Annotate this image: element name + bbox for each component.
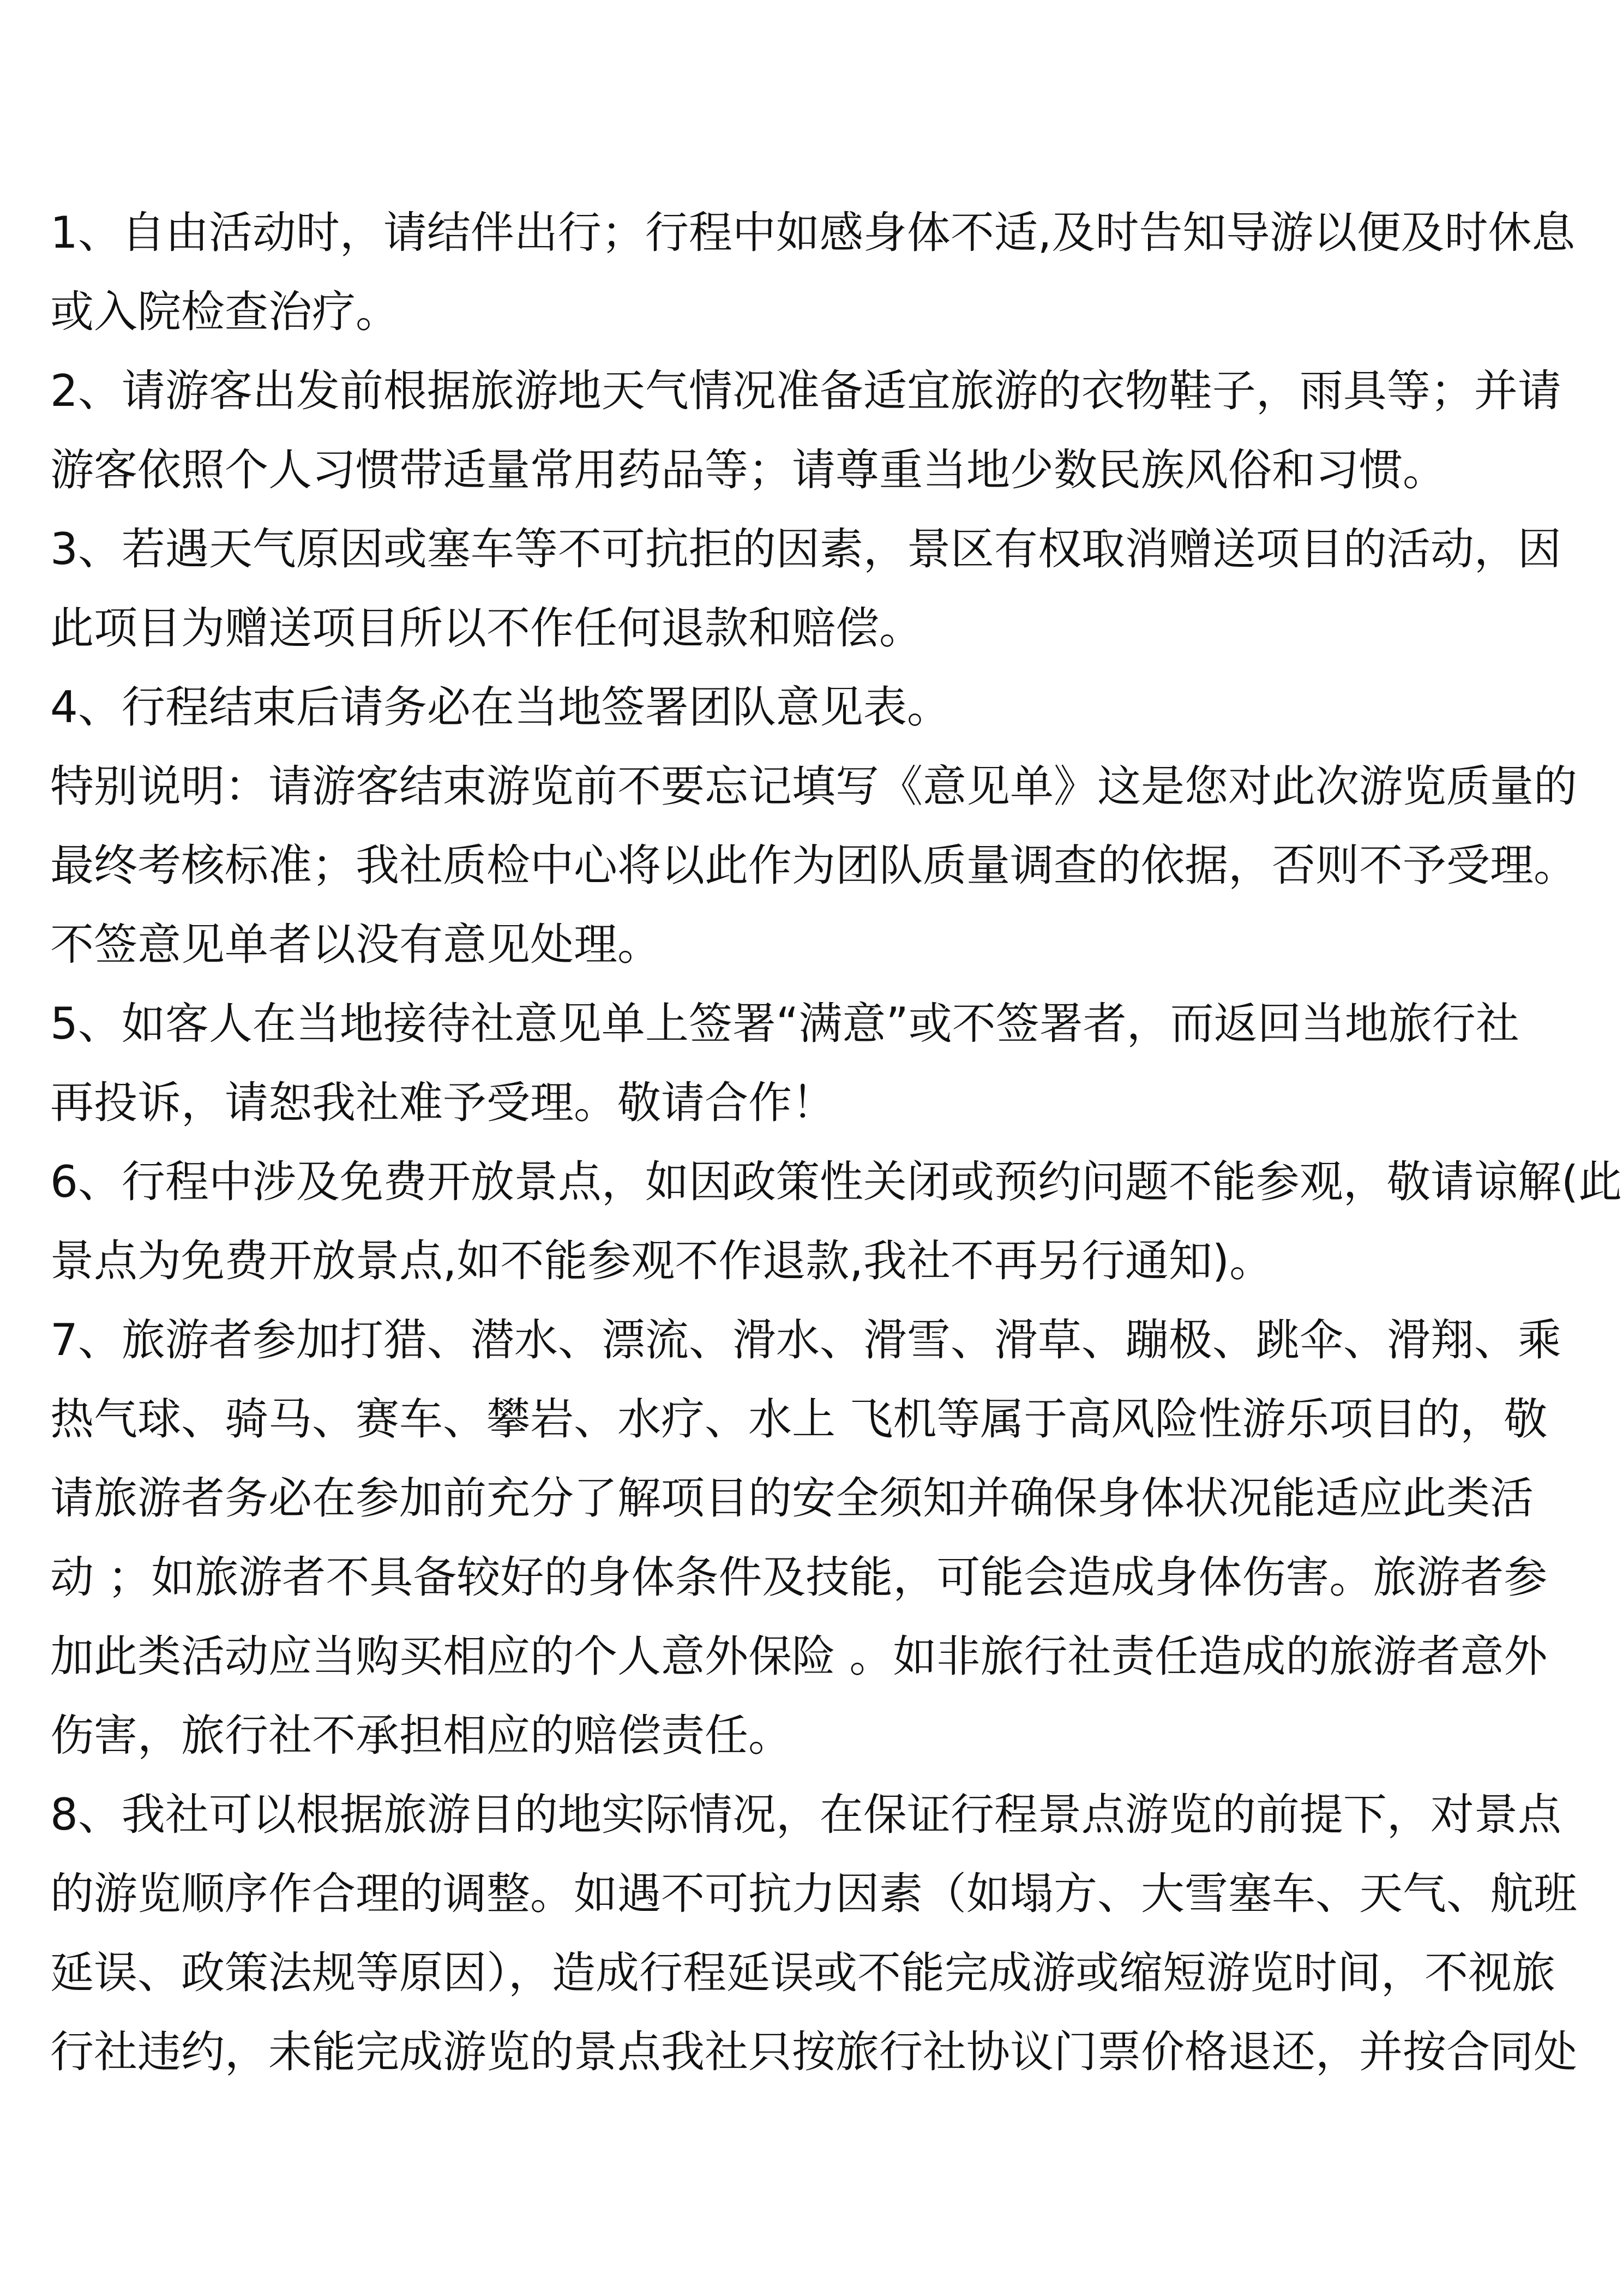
text-line: 景点为免费开放景点,如不能参观不作退款,我社不再另行通知)。 (50, 1236, 1273, 1286)
text-line: 不签意见单者以没有意见处理。 (50, 919, 661, 970)
text-line: 再投诉，请恕我社难予受理。敬请合作！ (50, 1077, 835, 1128)
text-line: 5、如客人在当地接待社意见单上签署“满意”或不签署者，而返回当地旅行社 (50, 998, 1519, 1049)
text-line: 8、我社可以根据旅游目的地实际情况，在保证行程景点游览的前提下，对景点 (50, 1789, 1561, 1840)
text-line: 行社违约，未能完成游览的景点我社只按旅行社协议门票价格退还，并按合同处 (50, 2027, 1577, 2077)
text-line: 动 ；如旅游者不具备较好的身体条件及技能，可能会造成身体伤害。旅游者参 (50, 1552, 1548, 1603)
text-line: 加此类活动应当购买相应的个人意外保险 。如非旅行社责任造成的旅游者意外 (50, 1631, 1548, 1682)
text-line: 或入院检查治疗。 (50, 286, 399, 337)
text-line: 游客依照个人习惯带适量常用药品等；请尊重当地少数民族风俗和习惯。 (50, 445, 1446, 495)
notice-text-block (50, 203, 1622, 2101)
text-line: 的游览顺序作合理的调整。如遇不可抗力因素（如塌方、大雪塞车、天气、航班 (50, 1868, 1577, 1919)
text-line: 6、行程中涉及免费开放景点，如因政策性关闭或预约问题不能参观，敬请谅解(此 (50, 1156, 1622, 1207)
text-line: 4、行程结束后请务必在当地签署团队意见表。 (50, 682, 951, 733)
text-line: 3、若遇天气原因或塞车等不可抗拒的因素，景区有权取消赠送项目的活动，因 (50, 524, 1561, 574)
text-line: 7、旅游者参加打猎、潜水、漂流、滑水、滑雪、滑草、蹦极、跳伞、滑翔、乘 (50, 1315, 1561, 1365)
text-line: 2、请游客出发前根据旅游地天气情况准备适宜旅游的衣物鞋子，雨具等；并请 (50, 365, 1561, 416)
text-line: 特别说明：请游客结束游览前不要忘记填写《意见单》这是您对此次游览质量的 (50, 761, 1577, 812)
text-line: 此项目为赠送项目所以不作任何退款和赔偿。 (50, 603, 923, 654)
text-line: 1、自由活动时，请结伴出行；行程中如感身体不适,及时告知导游以便及时休息 (50, 207, 1576, 258)
text-line: 延误、政策法规等原因），造成行程延误或不能完成游或缩短游览时间，不视旅 (50, 1947, 1555, 1998)
text-line: 请旅游者务必在参加前充分了解项目的安全须知并确保身体状况能适应此类活 (50, 1473, 1534, 1524)
text-line: 热气球、骑马、赛车、攀岩、水疗、水上 飞机等属于高风险性游乐项目的，敬 (50, 1394, 1548, 1444)
text-line: 伤害，旅行社不承担相应的赔偿责任。 (50, 1710, 792, 1761)
text-line: 最终考核标准；我社质检中心将以此作为团队质量调查的依据，否则不予受理。 (50, 840, 1577, 891)
